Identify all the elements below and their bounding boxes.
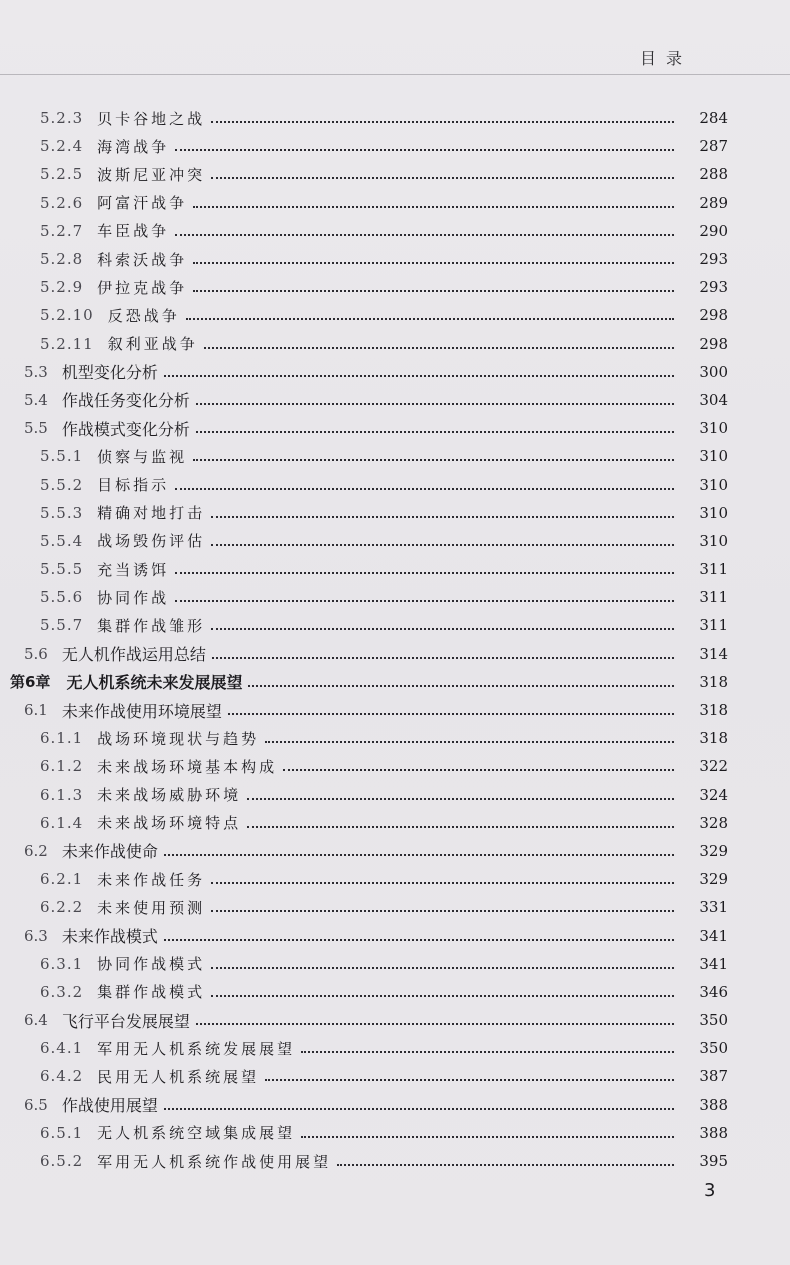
page-header-title: 目录 xyxy=(640,49,693,68)
toc-leader-dots xyxy=(301,1047,674,1053)
toc-leader-dots xyxy=(211,512,674,518)
toc-entry-title: 作战使用展望 xyxy=(61,1096,158,1116)
toc-subsection-entry xyxy=(0,611,790,639)
toc-subsection-entry xyxy=(0,1034,790,1062)
toc-subsection-entry xyxy=(0,583,790,611)
toc-subsection-entry xyxy=(0,1062,790,1090)
toc-section-entry xyxy=(0,1091,790,1119)
toc-subsection-entry xyxy=(0,301,790,329)
toc-entry-title: 无人机作战运用总结 xyxy=(61,645,206,665)
toc-leader-dots xyxy=(193,286,674,292)
page-number: 3 xyxy=(704,1180,716,1201)
toc-section-entry xyxy=(0,837,790,865)
toc-leader-dots xyxy=(265,737,674,743)
toc-entry-title: 伊拉克战争 xyxy=(97,278,188,297)
toc-leader-dots xyxy=(211,878,674,884)
toc-leader-dots xyxy=(211,624,674,630)
toc-entry-number: 6.1.3 xyxy=(40,785,84,804)
toc-entry-page: 341 xyxy=(699,926,728,945)
toc-entry-page: 341 xyxy=(699,954,728,973)
toc-leader-dots xyxy=(193,455,674,461)
toc-leader-dots xyxy=(164,1104,674,1110)
toc-leader-dots xyxy=(337,1160,674,1166)
toc-entry-page: 388 xyxy=(699,1123,728,1142)
toc-subsection-entry xyxy=(0,104,790,132)
toc-subsection-entry xyxy=(0,893,790,921)
toc-subsection-entry xyxy=(0,724,790,752)
toc-section-entry xyxy=(0,386,790,414)
toc-entry-number: 6.1.1 xyxy=(40,729,84,748)
toc-subsection-entry xyxy=(0,330,790,358)
toc-entry-page: 289 xyxy=(699,193,728,212)
toc-leader-dots xyxy=(212,653,674,659)
toc-entry-page: 310 xyxy=(699,503,728,522)
toc-subsection-entry xyxy=(0,245,790,273)
toc-entry-page: 311 xyxy=(699,616,728,635)
toc-subsection-entry xyxy=(0,950,790,978)
toc-leader-dots xyxy=(193,202,674,208)
toc-entry-number: 5.6 xyxy=(24,644,48,663)
toc-section-entry xyxy=(0,1006,790,1034)
toc-leader-dots xyxy=(204,343,674,349)
toc-entry-title: 科索沃战争 xyxy=(97,250,188,269)
toc-entry-page: 304 xyxy=(699,390,728,409)
toc-entry-title: 未来作战模式 xyxy=(61,927,158,947)
toc-entry-page: 298 xyxy=(699,306,728,325)
toc-section-entry xyxy=(0,358,790,386)
toc-subsection-entry xyxy=(0,470,790,498)
toc-entry-number: 5.5.6 xyxy=(40,588,84,607)
toc-subsection-entry xyxy=(0,781,790,809)
toc-entry-title: 协同作战 xyxy=(97,588,170,607)
toc-leader-dots xyxy=(193,258,674,264)
toc-entry-title: 反恐战争 xyxy=(107,306,180,325)
toc-entry-title: 充当诱饵 xyxy=(97,560,170,579)
toc-entry-page: 350 xyxy=(699,1039,728,1058)
toc-subsection-entry xyxy=(0,442,790,470)
toc-entry-title: 叙利亚战争 xyxy=(107,335,198,354)
toc-entry-number: 5.2.8 xyxy=(40,250,84,269)
toc-entry-number: 6.4.1 xyxy=(40,1039,84,1058)
toc-entry-number: 6.2.1 xyxy=(40,870,84,889)
toc-leader-dots xyxy=(175,568,674,574)
toc-leader-dots xyxy=(211,540,674,546)
toc-subsection-entry xyxy=(0,499,790,527)
toc-leader-dots xyxy=(265,1075,674,1081)
toc-entry-number: 6.3.2 xyxy=(40,982,84,1001)
toc-entry-number: 5.2.10 xyxy=(40,306,94,325)
toc-subsection-entry xyxy=(0,217,790,245)
toc-entry-page: 310 xyxy=(699,447,728,466)
toc-entry-title: 民用无人机系统展望 xyxy=(97,1067,260,1086)
toc-entry-page: 331 xyxy=(699,898,728,917)
toc-entry-page: 329 xyxy=(699,841,728,860)
toc-section-entry xyxy=(0,414,790,442)
toc-leader-dots xyxy=(211,906,674,912)
toc-entry-number: 6.2 xyxy=(24,841,48,860)
toc-entry-page: 298 xyxy=(699,334,728,353)
toc-entry-number: 6.1.4 xyxy=(40,813,84,832)
toc-entry-page: 288 xyxy=(699,165,728,184)
toc-entry-page: 395 xyxy=(699,1152,728,1171)
toc-entry-title: 目标指示 xyxy=(97,476,170,495)
toc-section-entry xyxy=(0,921,790,949)
toc-entry-number: 5.2.7 xyxy=(40,221,84,240)
toc-entry-title: 未来使用预测 xyxy=(97,898,206,917)
toc-entry-number: 5.5.5 xyxy=(40,560,84,579)
toc-entry-number: 6.1.2 xyxy=(40,757,84,776)
toc-subsection-entry xyxy=(0,1119,790,1147)
toc-entry-page: 346 xyxy=(699,982,728,1001)
toc-subsection-entry xyxy=(0,555,790,583)
toc-leader-dots xyxy=(196,427,674,433)
toc-leader-dots xyxy=(247,822,674,828)
toc-entry-number: 5.4 xyxy=(24,390,48,409)
toc-entry-number: 5.2.3 xyxy=(40,109,84,128)
toc-entry-title: 军用无人机系统发展展望 xyxy=(97,1039,296,1058)
toc-entry-page: 284 xyxy=(699,109,728,128)
toc-entry-number: 5.5.4 xyxy=(40,531,84,550)
toc-entry-title: 未来作战使用环境展望 xyxy=(61,701,222,721)
toc-entry-page: 293 xyxy=(699,278,728,297)
toc-leader-dots xyxy=(196,1019,674,1025)
toc-subsection-entry xyxy=(0,160,790,188)
toc-entry-page: 387 xyxy=(699,1067,728,1086)
toc-leader-dots xyxy=(175,484,674,490)
toc-entry-title: 未来战场威胁环境 xyxy=(97,786,242,805)
toc-leader-dots xyxy=(164,850,674,856)
toc-leader-dots xyxy=(175,596,674,602)
toc-entry-title: 未来作战使命 xyxy=(61,842,158,862)
toc-entry-title: 飞行平台发展展望 xyxy=(61,1011,190,1031)
toc-entry-page: 310 xyxy=(699,475,728,494)
toc-entry-title: 贝卡谷地之战 xyxy=(97,109,206,128)
toc-leader-dots xyxy=(196,399,674,405)
toc-entry-number: 5.5.2 xyxy=(40,475,84,494)
toc-leader-dots xyxy=(164,371,674,377)
toc-entry-number: 6.4.2 xyxy=(40,1067,84,1086)
toc-entry-number: 5.3 xyxy=(24,362,48,381)
toc-section-entry xyxy=(0,696,790,724)
toc-entry-page: 311 xyxy=(699,588,728,607)
toc-entry-number: 6.3 xyxy=(24,926,48,945)
toc-leader-dots xyxy=(211,173,674,179)
toc-entry-title: 作战模式变化分析 xyxy=(61,419,190,439)
toc-leader-dots xyxy=(301,1132,674,1138)
toc-leader-dots xyxy=(228,709,674,715)
toc-leader-dots xyxy=(211,991,674,997)
toc-entry-number: 5.5.7 xyxy=(40,616,84,635)
toc-entry-title: 集群作战模式 xyxy=(97,983,206,1002)
toc-subsection-entry xyxy=(0,527,790,555)
toc-leader-dots xyxy=(211,963,674,969)
toc-leader-dots xyxy=(248,681,674,687)
toc-entry-page: 329 xyxy=(699,870,728,889)
header-rule xyxy=(0,74,790,75)
toc-entry-title: 波斯尼亚冲突 xyxy=(97,165,206,184)
toc-subsection-entry xyxy=(0,865,790,893)
toc-leader-dots xyxy=(186,314,674,320)
toc-entry-page: 287 xyxy=(699,137,728,156)
toc-section-entry xyxy=(0,640,790,668)
toc-entry-page: 388 xyxy=(699,1095,728,1114)
toc-entry-title: 机型变化分析 xyxy=(61,363,158,383)
toc-entry-number: 6.5.1 xyxy=(40,1123,84,1142)
toc-entry-page: 322 xyxy=(699,757,728,776)
toc-entry-title: 作战任务变化分析 xyxy=(61,391,190,411)
toc-entry-number: 5.2.6 xyxy=(40,193,84,212)
toc-leader-dots xyxy=(247,794,674,800)
toc-entry-number: 第6章 xyxy=(10,673,51,692)
toc-entry-title: 精确对地打击 xyxy=(97,504,206,523)
toc-entry-page: 318 xyxy=(699,701,728,720)
toc-entry-title: 海湾战争 xyxy=(97,137,170,156)
toc-subsection-entry xyxy=(0,273,790,301)
toc-entry-page: 350 xyxy=(699,1011,728,1030)
toc-leader-dots xyxy=(211,117,674,123)
toc-entry-title: 车臣战争 xyxy=(97,222,170,241)
toc-entry-number: 5.2.5 xyxy=(40,165,84,184)
toc-entry-title: 军用无人机系统作战使用展望 xyxy=(97,1152,332,1171)
toc-entry-title: 侦察与监视 xyxy=(97,447,188,466)
toc-entry-title: 战场毁伤评估 xyxy=(97,532,206,551)
toc-entry-page: 310 xyxy=(699,531,728,550)
table-of-contents xyxy=(0,104,790,1175)
toc-entry-title: 无人机系统空域集成展望 xyxy=(97,1124,296,1143)
toc-entry-page: 324 xyxy=(699,785,728,804)
toc-entry-number: 5.5 xyxy=(24,419,48,438)
toc-leader-dots xyxy=(175,230,674,236)
toc-subsection-entry xyxy=(0,978,790,1006)
toc-entry-number: 6.5.2 xyxy=(40,1152,84,1171)
toc-entry-number: 5.2.9 xyxy=(40,278,84,297)
toc-subsection-entry xyxy=(0,752,790,780)
toc-entry-title: 未来战场环境特点 xyxy=(97,814,242,833)
toc-subsection-entry xyxy=(0,189,790,217)
toc-subsection-entry xyxy=(0,132,790,160)
toc-chapter-entry xyxy=(0,668,790,696)
toc-subsection-entry xyxy=(0,1147,790,1175)
toc-entry-title: 协同作战模式 xyxy=(97,955,206,974)
toc-entry-title: 阿富汗战争 xyxy=(97,194,188,213)
toc-leader-dots xyxy=(164,935,674,941)
toc-entry-page: 318 xyxy=(699,672,728,691)
toc-entry-number: 6.5 xyxy=(24,1095,48,1114)
toc-entry-number: 5.2.4 xyxy=(40,137,84,156)
toc-entry-number: 6.4 xyxy=(24,1011,48,1030)
toc-entry-number: 5.5.1 xyxy=(40,447,84,466)
toc-entry-number: 6.3.1 xyxy=(40,954,84,973)
toc-leader-dots xyxy=(283,765,674,771)
toc-entry-page: 300 xyxy=(699,362,728,381)
toc-leader-dots xyxy=(175,145,674,151)
toc-entry-page: 311 xyxy=(699,560,728,579)
toc-entry-page: 290 xyxy=(699,221,728,240)
toc-entry-page: 318 xyxy=(699,729,728,748)
toc-entry-page: 328 xyxy=(699,813,728,832)
toc-entry-title: 未来作战任务 xyxy=(97,870,206,889)
toc-entry-page: 314 xyxy=(699,644,728,663)
toc-entry-number: 6.1 xyxy=(24,701,48,720)
toc-entry-page: 293 xyxy=(699,250,728,269)
toc-entry-number: 5.5.3 xyxy=(40,503,84,522)
toc-entry-number: 5.2.11 xyxy=(40,334,94,353)
toc-subsection-entry xyxy=(0,809,790,837)
toc-entry-title: 未来战场环境基本构成 xyxy=(97,757,278,776)
toc-entry-number: 6.2.2 xyxy=(40,898,84,917)
toc-entry-title: 战场环境现状与趋势 xyxy=(97,729,260,748)
toc-entry-title: 集群作战雏形 xyxy=(97,616,206,635)
toc-entry-page: 310 xyxy=(699,419,728,438)
toc-entry-title: 无人机系统未来发展展望 xyxy=(66,673,243,693)
